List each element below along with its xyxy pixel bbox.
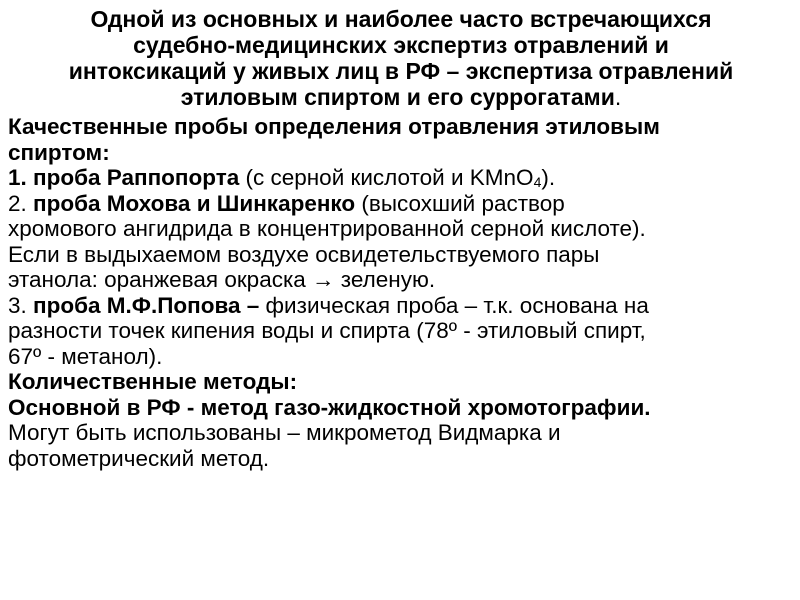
test-item-1 bbox=[8, 165, 794, 191]
title-line-1: Одной из основных и наиболее часто встречающихся bbox=[90, 6, 712, 32]
quantitative-heading bbox=[8, 369, 794, 395]
test-3-number: 3. bbox=[8, 292, 34, 318]
test-item-3-line-3: 67º - метанол). bbox=[8, 343, 163, 369]
main-method bbox=[8, 395, 794, 421]
other-methods-line-1: Могут быть использованы – микрометод Видмарка и bbox=[8, 420, 561, 445]
test-item-3-line-1 bbox=[8, 293, 794, 319]
test-item-2-line-1 bbox=[8, 191, 794, 217]
test-2-desc-1: (высохший раствор bbox=[355, 190, 565, 216]
test-item-2-line-3: Если в выдыхаемом воздухе освидетельствуемого пары bbox=[8, 241, 600, 267]
test-1-name: проба Раппопорта bbox=[33, 165, 240, 190]
qualitative-heading-text-1: Качественные пробы определения отравления этиловым bbox=[8, 114, 660, 139]
test-3-name: проба М.Ф.Попова – bbox=[33, 292, 260, 318]
title-line-3: интоксикаций у живых лиц в РФ – экспертиза отравлений bbox=[68, 58, 734, 84]
other-methods-line-2: фотометрический метод. bbox=[8, 445, 270, 471]
test-1-desc-end: ). bbox=[541, 165, 556, 190]
test-2-name: проба Мохова и Шинкаренко bbox=[33, 190, 356, 216]
qualitative-heading-text-2: спиртом: bbox=[8, 139, 110, 165]
title-line-2: судебно-медицинских экспертиз отравлений и bbox=[133, 32, 669, 58]
slide-title bbox=[8, 6, 794, 110]
test-1-subscript: 4 bbox=[533, 174, 542, 190]
title-line-4 bbox=[8, 84, 794, 110]
test-item-2-line-2: хромового ангидрида в концентрированной серной кислоте). bbox=[8, 216, 646, 241]
test-1-desc: (с серной кислотой и KMnO bbox=[239, 165, 534, 190]
slide-body bbox=[8, 114, 794, 471]
test-2-number: 2. bbox=[8, 190, 34, 216]
test-item-2-line-4: этанола: оранжевая окраска → зеленую. bbox=[8, 267, 436, 292]
title-line-4-text: этиловым спиртом и его суррогатами bbox=[180, 84, 615, 110]
qualitative-heading-line-1 bbox=[8, 114, 794, 140]
title-period: . bbox=[614, 84, 622, 110]
main-method-text: Основной в РФ - метод газо-жидкостной хромотографии. bbox=[8, 394, 651, 420]
qualitative-heading-line-2 bbox=[8, 140, 794, 166]
test-item-3-line-2: разности точек кипения воды и спирта (78º - этиловый спирт, bbox=[8, 318, 646, 343]
quantitative-heading-text: Количественные методы: bbox=[8, 369, 298, 394]
test-1-number: 1. bbox=[8, 165, 34, 190]
test-3-desc-1: физическая проба – т.к. основана на bbox=[259, 292, 649, 318]
